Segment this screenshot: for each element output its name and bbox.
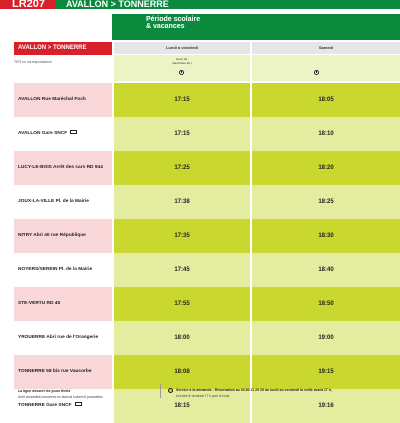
weekday-time: 17:15 bbox=[114, 83, 250, 117]
clock-icon bbox=[179, 70, 184, 75]
weekday-time: 18:15 bbox=[114, 389, 250, 423]
table-row bbox=[14, 83, 400, 117]
table-row bbox=[14, 151, 400, 185]
table-row bbox=[14, 185, 400, 219]
table-row bbox=[14, 253, 400, 287]
route-title: AVALLON > TONNERRE bbox=[66, 0, 169, 9]
stop-name bbox=[14, 287, 112, 321]
stop-name bbox=[14, 83, 112, 117]
period-label-line2: & vacances bbox=[146, 23, 185, 30]
line-logo: LR207 bbox=[0, 0, 56, 9]
footer-on-demand-line1: Service à la demande - Réservation au 03 80 11 29 29 du lundi au vendredi la veille avant 17 h, bbox=[176, 388, 332, 392]
stop-name-label: LUCY-LE-BOIS Arrêt des cars RD 944 bbox=[18, 165, 103, 170]
stop-name-label: AVALLON Rue Maréchal Foch bbox=[18, 97, 86, 102]
stop-name-label: JOUX-LA-VILLE Pl. de la Mairie bbox=[18, 199, 89, 204]
bus-icon bbox=[70, 130, 77, 134]
weekday-time: 17:15 bbox=[114, 117, 250, 151]
saturday-time: 19:16 bbox=[252, 389, 400, 423]
stop-name-label: NITRY Abri 40 rue République bbox=[18, 233, 86, 238]
weekday-time: 18:00 bbox=[114, 321, 250, 355]
weekday-time: 18:08 bbox=[114, 355, 250, 389]
stop-name bbox=[14, 117, 112, 151]
table-row bbox=[14, 219, 400, 253]
saturday-time: 18:30 bbox=[252, 219, 400, 253]
line-direction-label: AVALLON > TONNERRE bbox=[14, 42, 112, 54]
bus-icon bbox=[75, 402, 82, 406]
stop-name-label: STE-VERTU RD 45 bbox=[18, 301, 61, 306]
saturday-time: 18:50 bbox=[252, 287, 400, 321]
saturday-time: 18:25 bbox=[252, 185, 400, 219]
saturday-subheader bbox=[252, 55, 400, 81]
footer-divider bbox=[160, 384, 161, 398]
stop-name bbox=[14, 219, 112, 253]
stop-name bbox=[14, 185, 112, 219]
divider bbox=[14, 54, 112, 55]
period-label-line1: Période scolaire bbox=[146, 16, 201, 23]
stop-name bbox=[14, 253, 112, 287]
weekday-time: 17:55 bbox=[114, 287, 250, 321]
stop-name bbox=[14, 355, 112, 389]
stop-name-label: TONNERRE Gare SNCF bbox=[18, 403, 72, 408]
table-row bbox=[14, 355, 400, 389]
stop-name-label: YROUERRE Abri rue de l'Orangerie bbox=[18, 335, 99, 340]
stop-name-label: AVALLON Gare SNCF bbox=[18, 131, 68, 136]
table-row bbox=[14, 287, 400, 321]
saturday-time: 18:10 bbox=[252, 117, 400, 151]
table-row bbox=[14, 117, 400, 151]
stop-name-label: TONNERRE 58 bis rue Vaucorbe bbox=[18, 369, 92, 374]
weekday-time: 17:35 bbox=[114, 219, 250, 253]
correspondence-note: TER en correspondance bbox=[14, 60, 52, 64]
footer-note-accessible: Arrêt accessible personnes en fauteuil roulant et poussettes bbox=[18, 395, 103, 399]
weekday-time: 17:38 bbox=[114, 185, 250, 219]
stop-name bbox=[14, 321, 112, 355]
period-header bbox=[112, 14, 400, 40]
saturday-time: 19:00 bbox=[252, 321, 400, 355]
weekday-time: 17:25 bbox=[114, 151, 250, 185]
stop-name bbox=[14, 151, 112, 185]
footer-note-holidays: La ligne dessert les jours fériés bbox=[18, 389, 71, 393]
on-demand-icon bbox=[168, 388, 173, 393]
weekday-sub-line2: (sauf fêtes fér.) bbox=[171, 61, 192, 65]
weekday-time: 17:45 bbox=[114, 253, 250, 287]
saturday-time: 18:40 bbox=[252, 253, 400, 287]
column-header-weekday: Lundi à vendredi bbox=[114, 42, 250, 54]
top-bar bbox=[0, 0, 400, 9]
saturday-time: 19:15 bbox=[252, 355, 400, 389]
weekday-sub-line1: Jours fér. bbox=[175, 57, 189, 61]
footer-on-demand-line2: et avant le vendredi 17 h pour le lundi. bbox=[176, 394, 231, 398]
clock-icon bbox=[314, 70, 319, 75]
column-header-saturday: Samedi bbox=[252, 42, 400, 54]
table-row bbox=[14, 321, 400, 355]
saturday-time: 18:20 bbox=[252, 151, 400, 185]
saturday-time: 18:05 bbox=[252, 83, 400, 117]
weekday-subheader bbox=[114, 55, 250, 81]
stop-name-label: NOYERS/SEREIN Pl. de la Mairie bbox=[18, 267, 93, 272]
